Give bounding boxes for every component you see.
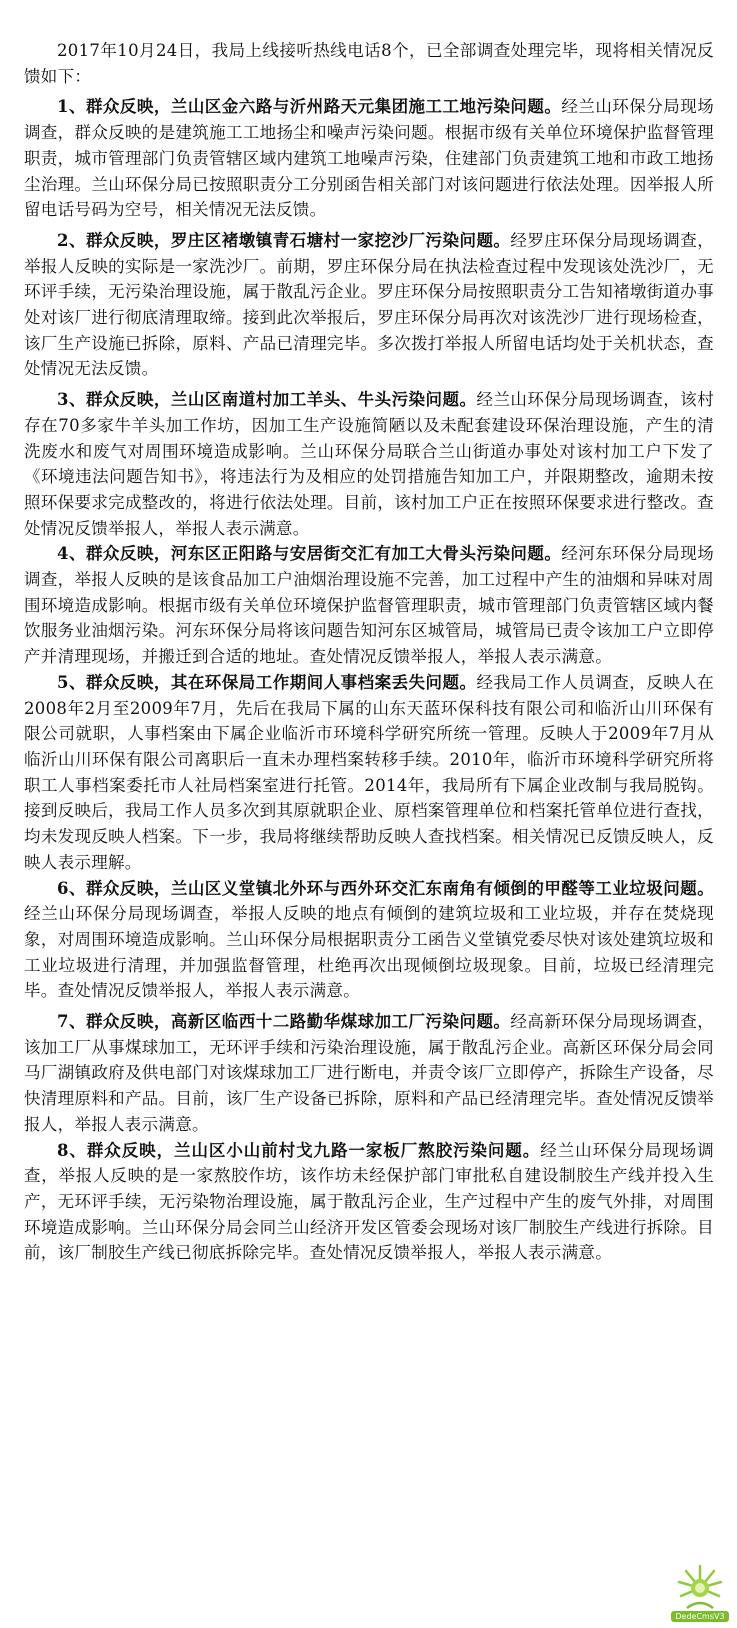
item-1 (24, 94, 714, 223)
item-4-lead: 4、群众反映，河东区正阳路与安居街交汇有加工大骨头污染问题。 (57, 544, 562, 564)
item-6-body: 经兰山环保分局现场调查，举报人反映的地点有倾倒的建筑垃圾和工业垃圾，并存在焚烧现象，对周围环境造成影响。兰山环保分局根据职责分工函告义堂镇党委尽快对该处建筑垃圾和工业垃圾进行清理，并加强监督管理，杜绝再次出现倾倒垃圾现象。目前，垃圾已经清理完毕。查处情况反馈举报人，举报人表示满意。 (24, 904, 714, 1001)
item-1-body: 经兰山环保分局现场调查，群众反映的是建筑施工工地扬尘和噪声污染问题。根据市级有关单位环境保护监督管理职责，城市管理部门负责管辖区域内建筑工地噪声污染，住建部门负责建筑工地和市政工地扬尘治理。兰山环保分局已按照职责分工分别函告相关部门对该问题进行依法处理。因举报人所留电话号码为空号，相关情况无法反馈。 (24, 97, 714, 220)
item-6-lead: 6、群众反映，兰山区义堂镇北外环与西外环交汇东南角有倾倒的甲醛等工业垃圾问题。 (57, 878, 714, 898)
item-8-lead: 8、群众反映，兰山区小山前村戈九路一家板厂熬胶污染问题。 (57, 1140, 541, 1160)
item-7 (24, 1009, 714, 1138)
item-3-lead: 3、群众反映，兰山区南道村加工羊头、牛头污染问题。 (57, 390, 477, 410)
intro-paragraph: 2017年10月24日，我局上线接听热线电话8个，已全部调查处理完毕，现将相关情况反馈如下： (24, 41, 714, 86)
item-3 (24, 387, 714, 541)
item-5-lead: 5、群众反映，其在环保局工作期间人事档案丢失问题。 (57, 672, 477, 692)
item-3-body: 经兰山环保分局现场调查，该村存在70多家牛羊头加工作坊，因加工生产设施简陋以及未配套建设环保治理设施，产生的清洗废水和废气对周围环境造成影响。兰山环保分局联合兰山街道办事处对该村加工户下发了《环境违法问题告知书》，将违法行为及相应的处罚措施告知加工户，并限期整改，逾期未按照环保要求完成整改的，将进行依法处理。目前，该村加工户正在按照环保要求进行整改。查处情况反馈举报人，举报人表示满意。 (24, 390, 714, 538)
item-2-lead: 2、群众反映，罗庄区褚墩镇青石塘村一家挖沙厂污染问题。 (57, 230, 511, 250)
document-body (24, 38, 714, 1266)
sun-flower-icon (667, 1562, 733, 1614)
item-5-body: 经我局工作人员调查，反映人在2008年2月至2009年7月，先后在我局下属的山东天蓝环保科技有限公司和临沂山川环保有限公司就职，人事档案由下属企业临沂市环境科学研究所统一管理。反映人于2009年7月从临沂山川环保有限公司离职后一直未办理档案转移手续。2010年，临沂市环境科学研究所将职工人事档案委托市人社局档案室进行托管。2014年，我局所有下属企业改制与我局脱钩。接到反映后，我局工作人员多次到其原就职企业、原档案管理单位和档案托管单位进行查找，均未发现反映人档案。下一步，我局将继续帮助反映人查找档案。相关情况已反馈反映人，反映人表示理解。 (24, 672, 714, 872)
item-2 (24, 228, 714, 382)
item-1-lead: 1、群众反映，兰山区金六路与沂州路天元集团施工工地污染问题。 (57, 97, 562, 117)
item-2-body: 经罗庄环保分局现场调查，举报人反映的实际是一家洗沙厂。前期，罗庄环保分局在执法检查过程中发现该处洗沙厂，无环评手续，无污染治理设施，属于散乱污企业。罗庄环保分局按照职责分工告知褚墩街道办事处对该厂进行彻底清理取缔。接到此次举报后，罗庄环保分局再次对该洗沙厂进行现场检查，该厂生产设施已拆除，原料、产品已清理完毕。多次拨打举报人所留电话均处于关机状态，查处情况无法反馈。 (24, 230, 714, 379)
item-6 (24, 876, 714, 1005)
item-8-body: 经兰山环保分局现场调查，举报人反映的是一家熬胶作坊，该作坊未经保护部门审批私自建设制胶生产线并投入生产，无环评手续，无污染物治理设施，属于散乱污企业，生产过程中产生的废气外排，对周围环境造成影响。兰山环保分局会同兰山经济开发区管委会现场对该厂制胶生产线进行拆除。目前，该厂制胶生产线已彻底拆除完毕。查处情况反馈举报人，举报人表示满意。 (24, 1140, 714, 1263)
item-4 (24, 541, 714, 670)
item-7-body: 经高新环保分局现场调查，该加工厂从事煤球加工，无环评手续和污染治理设施，属于散乱污企业。高新区环保分局会同马厂湖镇政府及供电部门对该煤球加工厂进行断电，并责令该厂立即停产，拆除生产设备，尽快清理原料和产品。目前，该厂生产设备已拆除，原料和产品已经清理完毕。查处情况反馈举报人，举报人表示满意。 (24, 1012, 714, 1134)
watermark-logo (667, 1562, 733, 1624)
item-4-body: 经河东环保分局现场调查，举报人反映的是该食品加工户油烟治理设施不完善，加工过程中产生的油烟和异味对周围环境造成影响。根据市级有关单位环境保护监督管理职责，城市管理部门负责管辖区域内餐饮服务业油烟污染。河东环保分局将该问题告知河东区城管局，城管局已责令该加工户立即停产并清理现场，并搬迁到合适的地址。查处情况反馈举报人，举报人表示满意。 (24, 544, 714, 667)
item-8 (24, 1138, 714, 1267)
item-7-lead: 7、群众反映，高新区临西十二路勤华煤球加工厂污染问题。 (57, 1012, 511, 1032)
watermark-text: DedeCmsV3 (671, 1611, 729, 1622)
item-5 (24, 670, 714, 876)
